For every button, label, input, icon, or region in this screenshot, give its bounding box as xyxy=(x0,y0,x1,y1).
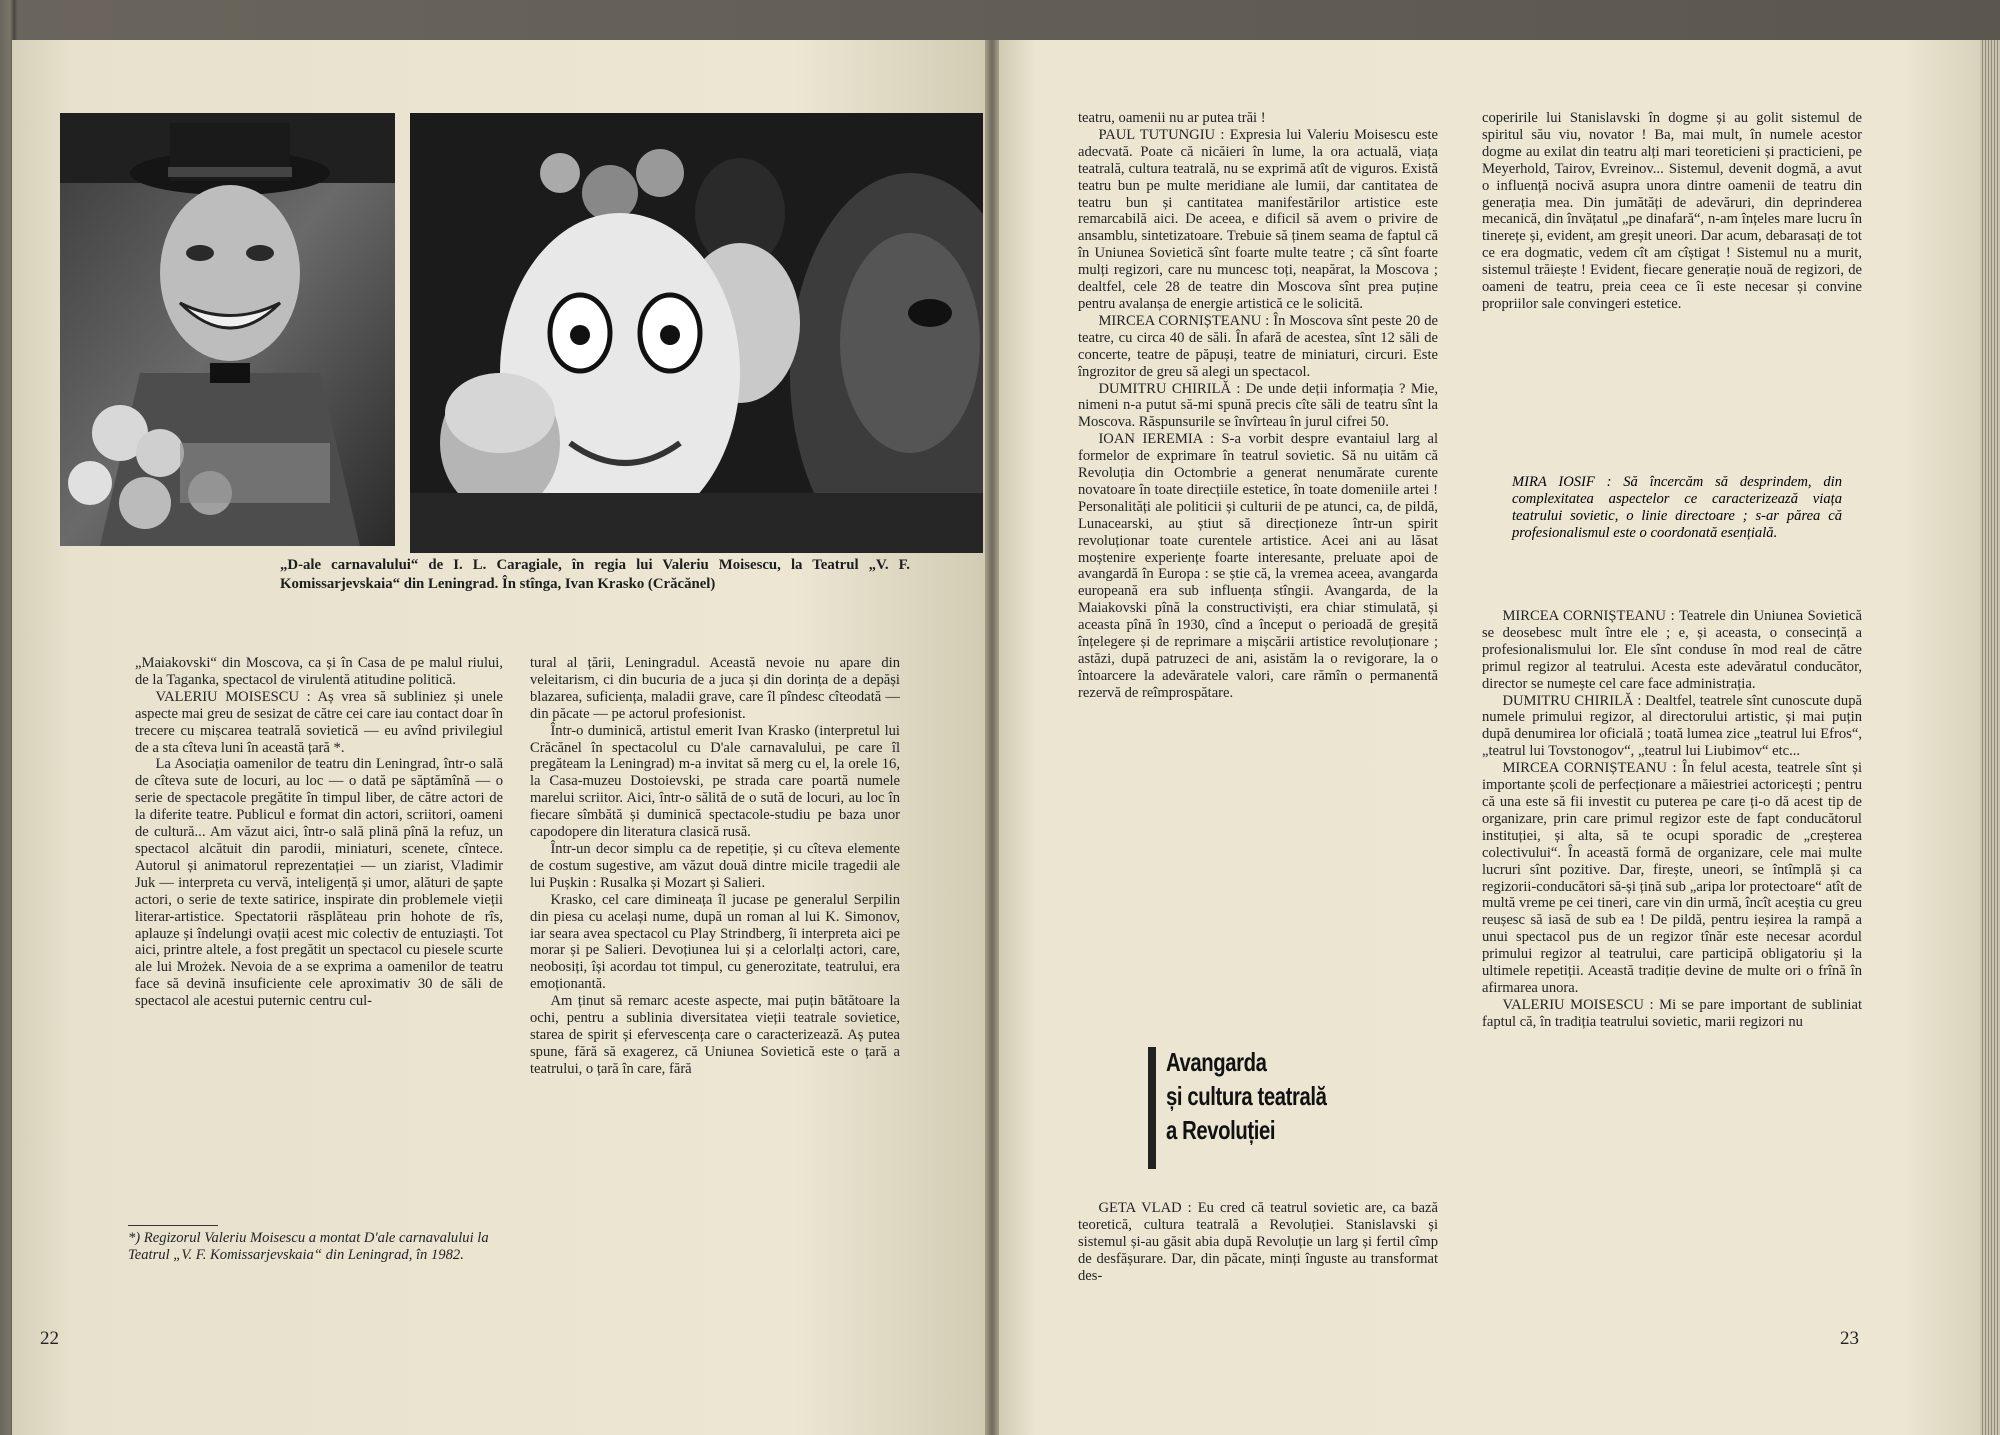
left-column-1 xyxy=(135,655,503,1010)
right-column-2-bottom xyxy=(1482,608,1862,1031)
photo-scene-image xyxy=(410,113,983,553)
title-line: a Revoluției xyxy=(1166,1115,1276,1145)
photo-carnival-scene xyxy=(410,113,983,553)
paragraph: teatru, oamenii nu ar putea trăi ! xyxy=(1078,110,1266,126)
paragraph: „Maiakovski“ din Moscova, ca și în Casa de pe malul riului, de la Taganka, spectacol de virulentă atitudine politică. xyxy=(135,655,503,688)
paragraph: MIRCEA CORNIȘTEANU : În Moscova sînt peste 20 de teatre, cu circa 40 de săli. În afară de acestea, sînt 12 săli de concerte, teatre de păpuși, teatre de miniaturi, circuri. Este îngrozitor de greu să alegi un spectacol. xyxy=(1078,312,1438,380)
photo-ivan-krasko xyxy=(60,113,395,546)
paragraph: MIRCEA CORNIȘTEANU : Teatrele din Uniunea Sovietică se deosebesc mult între ele ; e, și aceasta, o consecință a profesionalismului lor. Ele sînt conduse în mod real de către primul regizor al teatrului. Acesta este adevăratul conducător, director se numește cel care face administrația. xyxy=(1482,608,1862,692)
title-bar xyxy=(1148,1047,1156,1169)
footnote: *) Regizorul Valeriu Moisescu a montat D'ale carnavalului la Teatrul „V. F. Komissarjevskaia“ din Leningrad, în 1982. xyxy=(128,1230,489,1263)
paragraph: La Asociația oamenilor de teatru din Leningrad, într-o sală de cîteva sute de locuri, au loc — o dată pe săptămînă — o serie de spectacole pregătite în timpul liber, de către actori de la diferite teatre. Publicul e format din actori, scriitori, oameni de cultură... Am văzut aici, într-o sală plină pînă la refuz, un spectacol alcătuit din parodii, miniaturi, scenete, cîntece. Autorul și animatorul reprezentației — un ziarist, Vladimir Juk — interpreta cu vervă, inteligență și umor, alături de șapte actori, o serie de texte satirice, inspirate din problemele vieții literar-artistice. Spectatorii răsplăteau prin hohote de rîs, aplauze și îndelungi ovații acest mic colectiv de entuziaști. Tot aici, printre altele, a fost pregătit un spectacol cu piesele scurte ale lui Mrożek. Nevoia de a se exprima a oamenilor de teatru face să devină insuficiente cele aproximativ 30 de săli de spectacol ale acestui puternic centru cul- xyxy=(135,756,503,1010)
paragraph: Într-o duminică, artistul emerit Ivan Krasko (interpretul lui Crăcănel în spectacolul cu D'ale carnavalului, pe care îl pregăteam la Leningrad) m-a invitat să merg cu el, la orele 16, la Casa-muzeu Dostoievski, pe strada care poartă numele marelui scriitor. Aici, într-o sălită de o sută de locuri, au loc în fiecare sîmbătă și duminică spectacole-studiu pe baza unor capodopere din literatura clasică rusă. xyxy=(530,722,900,841)
section-title-text xyxy=(1166,1045,1327,1147)
paragraph: Krasko, cel care dimineața îl jucase pe generalul Serpilin din piesa cu același nume, după un roman al lui K. Simonov, iar seara avea spectacol cu Play Strindberg, îi interpreta aici pe morar și pe Salieri. Devoțiunea lui și a celorlalți actori, care, neobosiți, își acordau tot timpul, cu generozitate, teatrului, era emoționantă. xyxy=(530,891,900,993)
paragraph: VALERIU MOISESCU : Mi se pare important de subliniat faptul că, în tradiția teatrului sovietic, marii regizori nu xyxy=(1482,996,1862,1030)
page-number-right: 23 xyxy=(1840,1328,1859,1349)
right-column-1-bottom xyxy=(1078,1200,1438,1285)
paragraph: GETA VLAD : Eu cred că teatrul sovietic are, ca bază teoretică, cultura teatrală a Revoluției. Stanislavski și sistemul și-au găsit abia după Revoluție un larg și fertil cîmp de desfășurare. Dar, din păcate, minți înguste au transformat des- xyxy=(1078,1200,1438,1284)
paragraph: Am ținut să remarc aceste aspecte, mai puțin bătătoare la ochi, pentru a sublinia diversitatea vieții teatrale sovietice, starea de spirit și efervescența care o caracterizează. Aș putea spune, fără să exagerez, că Uniunea Sovietică este o țară a teatrului, o țară în care, fără xyxy=(530,993,900,1077)
paragraph: DUMITRU CHIRILĂ : De unde deții informația ? Mie, nimeni n-a putut să-mi spună precis cîte săli de teatru sînt la Moscova. Răspunsurile se învîrteau în jurul cifrei 50. xyxy=(1078,380,1438,431)
paragraph: VALERIU MOISESCU : Aș vrea să subliniez și unele aspecte mai greu de sesizat de către cei care iau contact doar în trecere cu mișcarea teatrală sovietică — eu avînd privilegiul de a sta cîteva luni în această țară *. xyxy=(135,688,503,756)
paragraph: coperirile lui Stanislavski în dogme și au golit sistemul de spiritul său viu, novator ! Ba, mai mult, în numele acestor dogme au exilat din teatru alți mari teoreticieni și practicieni, pe Meyerhold, Tairov, Evreinov... Sistemul, devenit dogmă, a avut o influență nocivă asupra unora dintre oamenii de teatru din generația mea. Din jumătăți de adevăruri, din deprinderea mecanică, din învățatul „pe dinafară“, n-am înțeles mare lucru în tinerețe și, evident, am greșit uneori. Dar acum, debarasați de tot ce era dogmatic, vedem cît am cîștigat ! Sistemul nu a murit, sistemul trăiește ! Evident, fiecare generație nouă de regizori, de oameni de teatru, preia ceea ce îi este necesar și convine propriilor sale convingeri estetice. xyxy=(1482,110,1862,312)
page-edges xyxy=(1980,40,2000,1435)
paragraph: tural al țării, Leningradul. Această nevoie nu apare din veleitarism, ci din bucuria de a juca și din dorința de a depăși blazarea, suficiența, maladii grave, care îl pîndesc cîteodată — din păcate — pe actorul profesionist. xyxy=(530,655,900,722)
paragraph: DUMITRU CHIRILĂ : Dealtfel, teatrele sînt cunoscute după numele primului regizor, al directorului artistic, și mai puțin după denumirea lor oficială ; toată lumea zice „teatrul lui Efros“, „teatrul lui Tovstonogov“, „teatrul lui Liubimov“ etc... xyxy=(1482,692,1862,760)
page-number-left: 22 xyxy=(40,1328,59,1349)
photo-krasko-image xyxy=(60,113,395,546)
title-line: Avangarda xyxy=(1166,1047,1267,1077)
left-column-2 xyxy=(530,655,900,1078)
right-column-2 xyxy=(1482,110,1862,313)
pull-quote: MIRA IOSIF : Să încercăm să desprindem, din complexitatea aspectelor ce caracterizează viața teatrului sovietic, o linie directoare ; s-ar părea că profesionalismul este o coordonată esențială. xyxy=(1512,474,1842,541)
paragraph: IOAN IEREMIA : S-a vorbit despre evantaiul larg al formelor de exprimare în teatrul sovietic. Să nu uităm că Revoluția din Octombrie a generat nenumărate curente novatoare în toate direcțiile estetice, în toate domeniile artei ! Personalități ale politicii și culturii de pe atunci, ca, de pildă, Lunacearski, au știut să direcționeze într-un spirit revoluționar toate curentele artistice. Acei ani au lăsat moștenire experiențe foarte interesante, preluate apoi de avangardă în Europa : se știe că, la vremea aceea, avangarda europeană era sub influența stîngii. Avangarda, de la Maiakovski pînă la constructiviști, era chiar stimulată, și aceasta pînă în 1930, cînd a început o perioadă de greșită înțelegere și de reprimare a mișcării artistice revoluționare ; astăzi, după patruzeci de ani, asistăm la o revigorare, la o întoarcere la adevăratele valori, care rămîn o permanentă rezervă de reîmprospătare. xyxy=(1078,431,1438,701)
right-column-1 xyxy=(1078,110,1438,702)
book-gutter xyxy=(985,40,999,1435)
paragraph: MIRCEA CORNIȘTEANU : În felul acesta, teatrele sînt și importante școli de perfecționare a măiestriei actoricești ; pentru că una este să fii investit cu puterea pe care ți-o dă acest tip de organizare, prin care primul regizor este de fapt conducătorul instituției, și alta, să te ocupi sporadic de „creșterea colectivului“. În această formă de organizare, cele mai multe lucruri sînt pozitive. Dar, firește, uneori, se întîmplă și ca regizorii-conducători să-și țină sub „aripa lor protectoare“ atît de multă vreme pe cei tineri, care vin din urmă, încît aceștia cu greu reușesc să iasă de sub ea ! De pildă, pentru ieșirea la rampă a unui spectacol pus de un regizor tînăr este necesar acordul primului regizor al teatrului, care participă obligatoriu și la ultimele repetiții. Această tradiție devine de multe ori o frînă în afirmarea unora. xyxy=(1482,760,1862,996)
footnote-rule xyxy=(128,1225,218,1226)
paragraph: Într-un decor simplu ca de repetiție, și cu cîteva elemente de costum sugestive, am văzut două dintre micile tragedii ale lui Pușkin : Rusalka și Mozart și Salieri. xyxy=(530,840,900,891)
photo-caption: „D-ale carnavalului“ de I. L. Caragiale, în regia lui Valeriu Moisescu, la Teatrul „V. F. Komissarjevskaia“ din Leningrad. În stînga, Ivan Krasko (Crăcănel) xyxy=(280,557,910,592)
title-line: și cultura teatrală xyxy=(1166,1081,1327,1111)
paragraph: PAUL TUTUNGIU : Expresia lui Valeriu Moisescu este adecvată. Poate că nicăieri în lume, la ora actuală, viața teatrală, cultura teatrală, nu se exprimă atît de viguros. Există teatru bun pe multe meridiane ale lumii, dar cantitatea de teatru bun și cantitatea manifestărilor artistice este remarcabilă aici. De aceea, e dificil să avem o privire de ansamblu, sintetizatoare. Trebuie să ținem seama de faptul că în Uniunea Sovietică sînt foarte multe teatre ; că sînt foarte mulți regizori, care nu muncesc toți, neapărat, la Moscova ; dealtfel, cele 28 de teatre din Moscova sînt prea puține pentru avalanșa de energie artistică ce le solicită. xyxy=(1078,126,1438,312)
